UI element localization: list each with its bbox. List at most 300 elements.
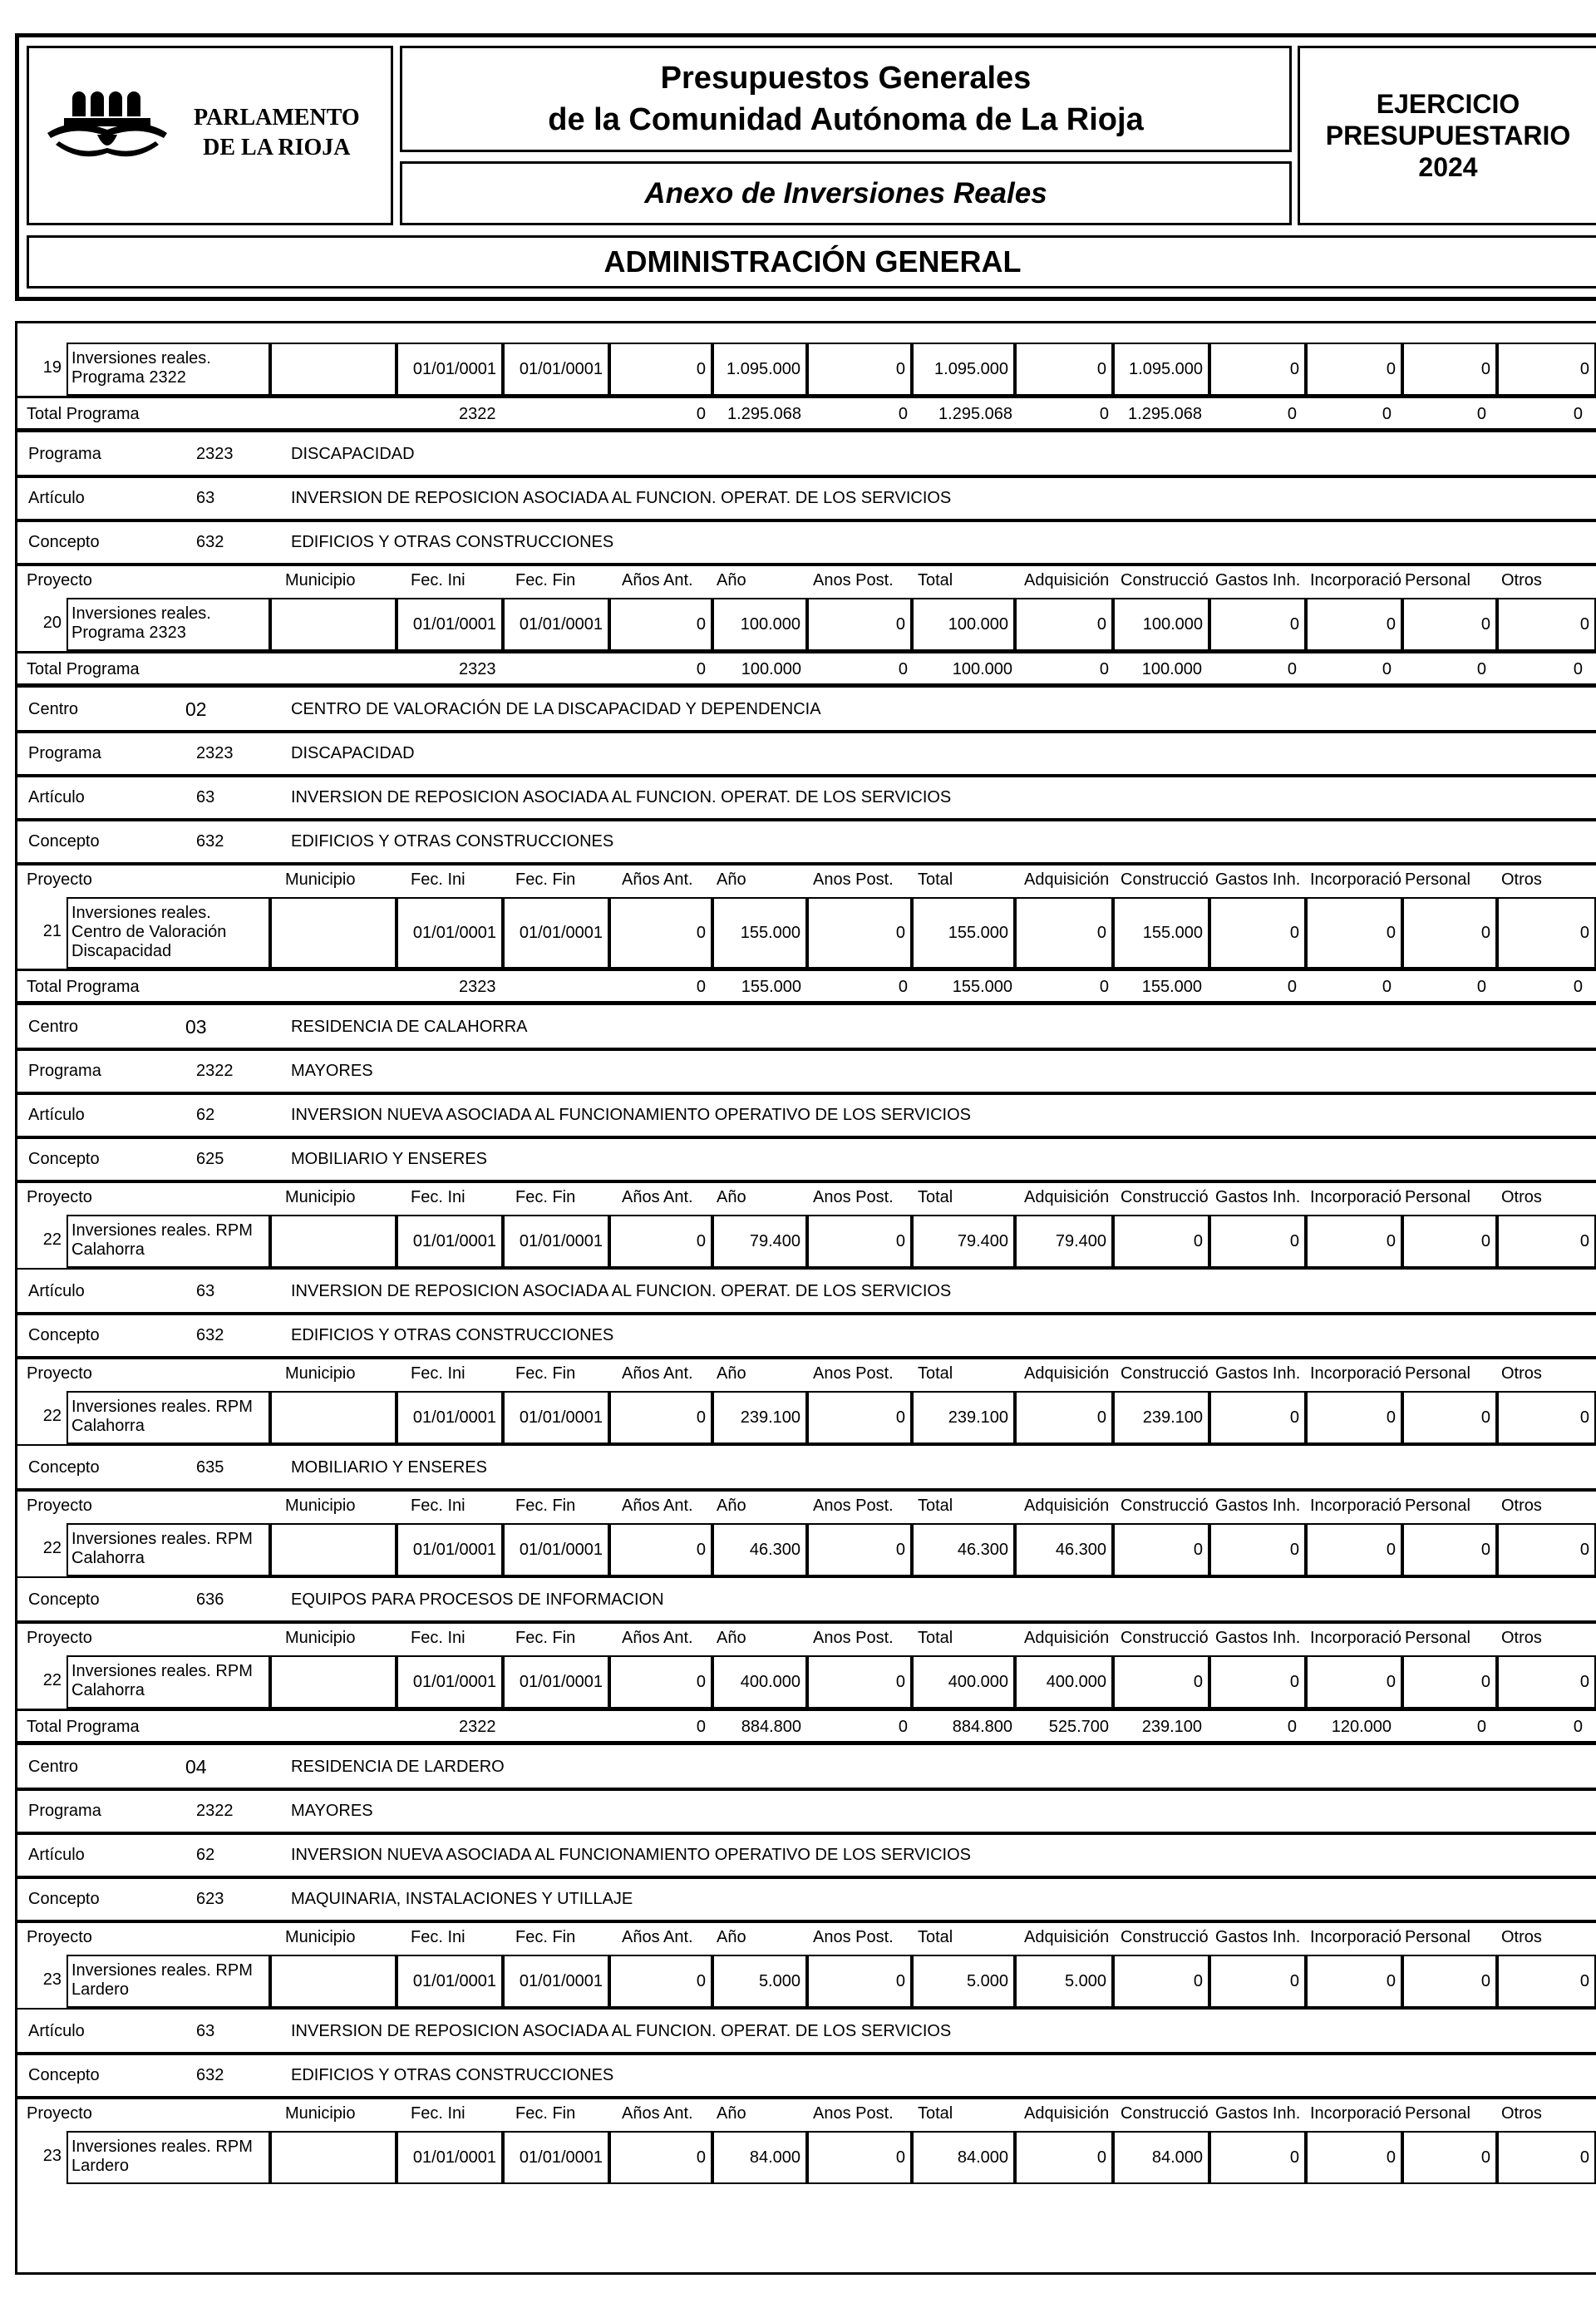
band-code: 62 [196, 1846, 215, 1864]
column-header-4: Años Ant. [622, 1497, 693, 1515]
column-header-12: Personal [1405, 1364, 1470, 1383]
band-description: EQUIPOS PARA PROCESOS DE INFORMACION [291, 1590, 664, 1609]
band-row-programa [15, 730, 1596, 777]
project-name-cell: Inversiones reales. Programa 2323 [66, 598, 270, 651]
band-label: Programa [28, 445, 101, 463]
column-header-11: Incorporació [1310, 870, 1402, 889]
column-header-row [15, 1920, 1596, 1955]
column-header-2: Fec. Ini [411, 1928, 466, 1946]
column-header-11: Incorporació [1310, 1497, 1402, 1515]
municipio-cell [270, 1391, 397, 1444]
band-row-programa [15, 1048, 1596, 1095]
project-value-cell: 01/01/0001 [503, 1655, 609, 1709]
total-value: 0 [696, 660, 706, 678]
column-header-5: Año [717, 870, 746, 889]
total-value: 155.000 [1141, 978, 1202, 996]
column-header-2: Fec. Ini [411, 2104, 466, 2123]
project-value-cell: 0 [1306, 1215, 1402, 1268]
total-code: 2322 [459, 1718, 496, 1736]
total-value: 0 [1382, 978, 1392, 996]
project-value-cell: 46.300 [1015, 1523, 1113, 1576]
band-row-concepto [15, 1136, 1596, 1183]
annex-title: Anexo de Inversiones Reales [400, 161, 1292, 225]
logo-text [194, 103, 360, 163]
column-header-10: Gastos Inh. [1215, 870, 1301, 889]
band-row-concepto [15, 1576, 1596, 1624]
project-value-cell: 0 [1402, 1523, 1497, 1576]
band-label: Artículo [28, 1282, 85, 1300]
column-header-4: Años Ant. [622, 1364, 693, 1383]
project-name-cell: Inversiones reales. RPM Calahorra [66, 1215, 270, 1268]
band-row-artculo [15, 1092, 1596, 1139]
project-value-cell: 0 [1113, 1215, 1209, 1268]
band-description: RESIDENCIA DE CALAHORRA [291, 1018, 528, 1036]
band-description: EDIFICIOS Y OTRAS CONSTRUCCIONES [291, 533, 614, 551]
total-value: 1.295.068 [1128, 405, 1202, 423]
project-value-cell: 0 [1306, 2131, 1402, 2184]
project-value-cell: 0 [609, 897, 712, 969]
total-value: 239.100 [1141, 1718, 1202, 1736]
project-value-cell: 01/01/0001 [397, 598, 503, 651]
band-row-artculo [15, 2008, 1596, 2055]
band-row-centro [15, 686, 1596, 733]
band-code: 03 [185, 1016, 207, 1038]
column-header-8: Adquisición [1024, 571, 1110, 589]
column-header-9: Construcció [1121, 1188, 1209, 1206]
column-header-row [15, 862, 1596, 897]
total-value: 884.800 [952, 1718, 1012, 1736]
band-code: 02 [185, 698, 207, 720]
project-value-cell: 01/01/0001 [397, 1523, 503, 1576]
total-value: 0 [1573, 978, 1583, 996]
band-code: 635 [196, 1458, 224, 1477]
project-name-cell: Inversiones reales. RPM Calahorra [66, 1523, 270, 1576]
project-value-cell: 0 [1015, 598, 1113, 651]
project-name-cell: Inversiones reales. RPM Calahorra [66, 1391, 270, 1444]
column-header-10: Gastos Inh. [1215, 1497, 1301, 1515]
band-label: Concepto [28, 1590, 100, 1609]
project-value-cell: 01/01/0001 [503, 1955, 609, 2008]
column-header-12: Personal [1405, 1928, 1470, 1946]
project-value-cell: 0 [1306, 1391, 1402, 1444]
column-header-7: Total [918, 571, 953, 589]
column-header-11: Incorporació [1310, 571, 1402, 589]
project-value-cell: 0 [609, 1523, 712, 1576]
column-header-13: Otros [1501, 1928, 1542, 1946]
total-value: 0 [696, 405, 706, 423]
project-value-cell: 0 [1209, 1655, 1306, 1709]
project-value-cell: 0 [609, 598, 712, 651]
column-header-0: Proyecto [27, 870, 92, 889]
project-name-cell: Inversiones reales. RPM Lardero [66, 2131, 270, 2184]
band-row-artculo [15, 475, 1596, 522]
logo-line-2: DE LA RIOJA [203, 135, 351, 160]
band-description: INVERSION DE REPOSICION ASOCIADA AL FUNCION. OPERAT. DE LOS SERVICIOS [291, 1282, 952, 1300]
project-value-cell: 0 [609, 1955, 712, 2008]
column-header-3: Fec. Fin [515, 1188, 576, 1206]
band-label: Concepto [28, 832, 100, 851]
column-header-6: Anos Post. [813, 2104, 894, 2123]
column-header-2: Fec. Ini [411, 1364, 466, 1383]
total-value: 1.295.068 [938, 405, 1012, 423]
band-row-artculo [15, 1832, 1596, 1879]
band-label: Concepto [28, 2066, 100, 2084]
project-value-cell: 0 [1209, 598, 1306, 651]
column-header-4: Años Ant. [622, 1928, 693, 1946]
total-value: 120.000 [1331, 1718, 1392, 1736]
band-description: MOBILIARIO Y ENSERES [291, 1458, 488, 1477]
project-value-cell: 0 [1306, 1955, 1402, 2008]
project-value-cell: 0 [807, 1215, 912, 1268]
project-name-cell: Inversiones reales. RPM Lardero [66, 1955, 270, 2008]
band-row-concepto [15, 1444, 1596, 1492]
parliament-logo-icon [39, 83, 189, 175]
column-header-8: Adquisición [1024, 1629, 1110, 1647]
project-value-cell: 0 [1015, 2131, 1113, 2184]
total-value: 0 [1476, 660, 1486, 678]
project-value-cell: 0 [1015, 1391, 1113, 1444]
column-header-4: Años Ant. [622, 571, 693, 589]
band-code: 2322 [196, 1062, 234, 1080]
ejercicio-line-2: PRESUPUESTARIO [1325, 121, 1571, 150]
project-value-cell: 0 [1306, 1523, 1402, 1576]
project-value-cell: 155.000 [712, 897, 807, 969]
band-description: EDIFICIOS Y OTRAS CONSTRUCCIONES [291, 2066, 614, 2084]
column-header-7: Total [918, 1629, 953, 1647]
column-header-row [15, 1180, 1596, 1215]
band-label: Centro [28, 1018, 79, 1036]
column-header-3: Fec. Fin [515, 1497, 576, 1515]
column-header-8: Adquisición [1024, 2104, 1110, 2123]
project-value-cell: 0 [609, 2131, 712, 2184]
total-value: 0 [1382, 660, 1392, 678]
total-programa-row [15, 1709, 1596, 1743]
column-header-11: Incorporació [1310, 1629, 1402, 1647]
band-description: DISCAPACIDAD [291, 744, 415, 762]
total-code: 2322 [459, 405, 496, 423]
column-header-12: Personal [1405, 1629, 1470, 1647]
project-value-cell: 0 [1497, 1391, 1596, 1444]
municipio-cell [270, 1523, 397, 1576]
band-row-programa [15, 1788, 1596, 1835]
project-value-cell: 0 [807, 1391, 912, 1444]
municipio-cell [270, 1215, 397, 1268]
project-value-cell: 0 [1402, 343, 1497, 396]
total-code: 2323 [459, 660, 496, 678]
column-header-13: Otros [1501, 870, 1542, 889]
column-header-12: Personal [1405, 870, 1470, 889]
total-value: 0 [696, 1718, 706, 1736]
band-row-artculo [15, 1268, 1596, 1315]
column-header-10: Gastos Inh. [1215, 1629, 1301, 1647]
column-header-3: Fec. Fin [515, 1928, 576, 1946]
band-code: 62 [196, 1106, 215, 1124]
column-header-9: Construcció [1121, 2104, 1209, 2123]
project-value-cell: 0 [1497, 343, 1596, 396]
column-header-2: Fec. Ini [411, 1497, 466, 1515]
project-value-cell: 400.000 [1015, 1655, 1113, 1709]
project-value-cell: 0 [1209, 897, 1306, 969]
column-header-10: Gastos Inh. [1215, 2104, 1301, 2123]
band-row-concepto [15, 1876, 1596, 1923]
project-number: 22 [42, 1671, 62, 1689]
project-value-cell: 0 [807, 343, 912, 396]
band-code: 623 [196, 1890, 224, 1908]
band-label: Concepto [28, 1326, 100, 1344]
band-row-concepto [15, 2052, 1596, 2099]
total-value: 0 [1287, 660, 1297, 678]
project-number: 23 [42, 1970, 62, 1989]
band-description: EDIFICIOS Y OTRAS CONSTRUCCIONES [291, 832, 614, 851]
band-code: 632 [196, 832, 224, 851]
total-value: 0 [1287, 405, 1297, 423]
section-title: ADMINISTRACIÓN GENERAL [27, 235, 1596, 288]
band-label: Centro [28, 700, 79, 718]
column-header-7: Total [918, 1364, 953, 1383]
band-label: Programa [28, 1802, 101, 1820]
column-header-13: Otros [1501, 1629, 1542, 1647]
column-header-row [15, 1356, 1596, 1391]
project-value-cell: 0 [807, 897, 912, 969]
column-header-5: Año [717, 571, 746, 589]
project-value-cell: 0 [1497, 897, 1596, 969]
project-value-cell: 0 [1402, 1655, 1497, 1709]
project-value-cell: 0 [1306, 1655, 1402, 1709]
column-header-1: Municipio [285, 1188, 356, 1206]
band-code: 2323 [196, 744, 234, 762]
band-code: 2323 [196, 445, 234, 463]
band-description: MAQUINARIA, INSTALACIONES Y UTILLAJE [291, 1890, 633, 1908]
band-description: MAYORES [291, 1062, 373, 1080]
ejercicio-box [1298, 46, 1596, 225]
band-code: 636 [196, 1590, 224, 1609]
total-label: Total Programa [27, 978, 140, 996]
column-header-1: Municipio [285, 1629, 356, 1647]
band-row-programa [15, 431, 1596, 478]
title-box [400, 46, 1292, 152]
column-header-6: Anos Post. [813, 870, 894, 889]
project-value-cell: 0 [1209, 1955, 1306, 2008]
project-number: 22 [42, 1230, 62, 1249]
band-row-centro [15, 1743, 1596, 1791]
band-label: Programa [28, 1062, 101, 1080]
column-header-5: Año [717, 1188, 746, 1206]
column-header-0: Proyecto [27, 2104, 92, 2123]
total-programa-row [15, 651, 1596, 686]
band-row-artculo [15, 774, 1596, 821]
logo-box [27, 46, 393, 225]
project-value-cell: 0 [1113, 1523, 1209, 1576]
column-header-6: Anos Post. [813, 1497, 894, 1515]
column-header-11: Incorporació [1310, 1188, 1402, 1206]
total-value: 0 [1382, 405, 1392, 423]
project-value-cell: 100.000 [1113, 598, 1209, 651]
project-value-cell: 239.100 [712, 1391, 807, 1444]
project-value-cell: 01/01/0001 [397, 2131, 503, 2184]
total-value: 100.000 [1141, 660, 1202, 678]
column-header-11: Incorporació [1310, 1364, 1402, 1383]
municipio-cell [270, 1655, 397, 1709]
project-value-cell: 239.100 [1113, 1391, 1209, 1444]
column-header-1: Municipio [285, 1928, 356, 1946]
project-value-cell: 0 [1402, 1215, 1497, 1268]
column-header-3: Fec. Fin [515, 1364, 576, 1383]
band-label: Artículo [28, 2022, 85, 2040]
band-description: INVERSION DE REPOSICION ASOCIADA AL FUNCION. OPERAT. DE LOS SERVICIOS [291, 489, 952, 507]
column-header-row [15, 563, 1596, 598]
column-header-3: Fec. Fin [515, 2104, 576, 2123]
column-header-1: Municipio [285, 571, 356, 589]
column-header-9: Construcció [1121, 1928, 1209, 1946]
column-header-10: Gastos Inh. [1215, 571, 1301, 589]
column-header-7: Total [918, 1497, 953, 1515]
total-value: 0 [1573, 660, 1583, 678]
band-label: Artículo [28, 1846, 85, 1864]
band-description: INVERSION NUEVA ASOCIADA AL FUNCIONAMIENTO OPERATIVO DE LOS SERVICIOS [291, 1106, 971, 1124]
column-header-6: Anos Post. [813, 1364, 894, 1383]
project-value-cell: 0 [1113, 1655, 1209, 1709]
municipio-cell [270, 343, 397, 396]
column-header-2: Fec. Ini [411, 571, 466, 589]
total-value: 0 [1476, 1718, 1486, 1736]
total-value: 0 [898, 978, 908, 996]
project-value-cell: 0 [1402, 598, 1497, 651]
column-header-4: Años Ant. [622, 2104, 693, 2123]
project-value-cell: 01/01/0001 [397, 897, 503, 969]
logo-line-1: PARLAMENTO [194, 105, 360, 131]
column-header-5: Año [717, 1497, 746, 1515]
column-header-5: Año [717, 1364, 746, 1383]
column-header-3: Fec. Fin [515, 571, 576, 589]
column-header-0: Proyecto [27, 1497, 92, 1515]
column-header-11: Incorporació [1310, 1928, 1402, 1946]
municipio-cell [270, 1955, 397, 2008]
project-value-cell: 01/01/0001 [397, 1215, 503, 1268]
project-value-cell: 0 [807, 2131, 912, 2184]
project-value-cell: 5.000 [712, 1955, 807, 2008]
project-value-cell: 0 [609, 1215, 712, 1268]
project-value-cell: 1.095.000 [912, 343, 1015, 396]
column-header-8: Adquisición [1024, 1188, 1110, 1206]
project-value-cell: 100.000 [712, 598, 807, 651]
column-header-3: Fec. Fin [515, 1629, 576, 1647]
column-header-13: Otros [1501, 1364, 1542, 1383]
project-value-cell: 0 [1402, 897, 1497, 969]
project-name-cell: Inversiones reales. Centro de Valoración Discapacidad [66, 897, 270, 969]
project-value-cell: 01/01/0001 [503, 1523, 609, 1576]
band-description: EDIFICIOS Y OTRAS CONSTRUCCIONES [291, 1326, 614, 1344]
column-header-9: Construcció [1121, 1497, 1209, 1515]
total-value: 0 [1476, 978, 1486, 996]
band-description: RESIDENCIA DE LARDERO [291, 1758, 505, 1776]
band-code: 625 [196, 1150, 224, 1168]
band-description: DISCAPACIDAD [291, 445, 415, 463]
project-value-cell: 1.095.000 [712, 343, 807, 396]
band-label: Concepto [28, 1890, 100, 1908]
column-header-8: Adquisición [1024, 1497, 1110, 1515]
column-header-0: Proyecto [27, 1928, 92, 1946]
column-header-5: Año [717, 1629, 746, 1647]
column-header-12: Personal [1405, 1497, 1470, 1515]
project-value-cell: 0 [1209, 1215, 1306, 1268]
project-value-cell: 0 [1209, 1391, 1306, 1444]
project-value-cell: 400.000 [712, 1655, 807, 1709]
project-value-cell: 01/01/0001 [397, 1955, 503, 2008]
municipio-cell [270, 2131, 397, 2184]
project-value-cell: 400.000 [912, 1655, 1015, 1709]
band-code: 2322 [196, 1802, 234, 1820]
project-value-cell: 46.300 [712, 1523, 807, 1576]
column-header-2: Fec. Ini [411, 870, 466, 889]
total-value: 0 [1099, 405, 1109, 423]
column-header-11: Incorporació [1310, 2104, 1402, 2123]
column-header-5: Año [717, 1928, 746, 1946]
column-header-3: Fec. Fin [515, 870, 576, 889]
band-label: Artículo [28, 788, 85, 806]
total-value: 525.700 [1048, 1718, 1109, 1736]
project-value-cell: 0 [807, 1655, 912, 1709]
column-header-4: Años Ant. [622, 1188, 693, 1206]
total-programa-row [15, 969, 1596, 1004]
project-value-cell: 0 [1497, 1523, 1596, 1576]
total-value: 155.000 [952, 978, 1012, 996]
project-value-cell: 0 [609, 1391, 712, 1444]
column-header-7: Total [918, 1928, 953, 1946]
total-value: 100.000 [741, 660, 801, 678]
project-value-cell: 0 [1209, 2131, 1306, 2184]
project-value-cell: 79.400 [912, 1215, 1015, 1268]
municipio-cell [270, 598, 397, 651]
column-header-9: Construcció [1121, 1364, 1209, 1383]
band-label: Artículo [28, 1106, 85, 1124]
project-value-cell: 100.000 [912, 598, 1015, 651]
band-code: 63 [196, 489, 215, 507]
project-value-cell: 0 [1306, 598, 1402, 651]
project-value-cell: 5.000 [1015, 1955, 1113, 2008]
project-value-cell: 01/01/0001 [503, 2131, 609, 2184]
column-header-9: Construcció [1121, 870, 1209, 889]
column-header-0: Proyecto [27, 1188, 92, 1206]
column-header-0: Proyecto [27, 1364, 92, 1383]
total-value: 0 [898, 660, 908, 678]
column-header-1: Municipio [285, 2104, 356, 2123]
ejercicio-year: 2024 [1418, 152, 1478, 182]
column-header-13: Otros [1501, 2104, 1542, 2123]
column-header-row [15, 2096, 1596, 2131]
column-header-12: Personal [1405, 1188, 1470, 1206]
band-row-concepto [15, 519, 1596, 566]
project-value-cell: 0 [1015, 897, 1113, 969]
column-header-9: Construcció [1121, 571, 1209, 589]
band-label: Concepto [28, 1150, 100, 1168]
project-value-cell: 0 [1306, 343, 1402, 396]
column-header-0: Proyecto [27, 571, 92, 589]
total-programa-row [15, 396, 1596, 431]
band-row-concepto [15, 818, 1596, 866]
project-value-cell: 79.400 [712, 1215, 807, 1268]
column-header-6: Anos Post. [813, 1928, 894, 1946]
project-number: 20 [42, 614, 62, 632]
total-label: Total Programa [27, 660, 140, 678]
project-value-cell: 0 [1015, 343, 1113, 396]
column-header-5: Año [717, 2104, 746, 2123]
project-value-cell: 155.000 [1113, 897, 1209, 969]
project-value-cell: 0 [1497, 2131, 1596, 2184]
total-value: 155.000 [741, 978, 801, 996]
project-value-cell: 01/01/0001 [503, 897, 609, 969]
project-value-cell: 0 [807, 1523, 912, 1576]
project-value-cell: 0 [1497, 598, 1596, 651]
